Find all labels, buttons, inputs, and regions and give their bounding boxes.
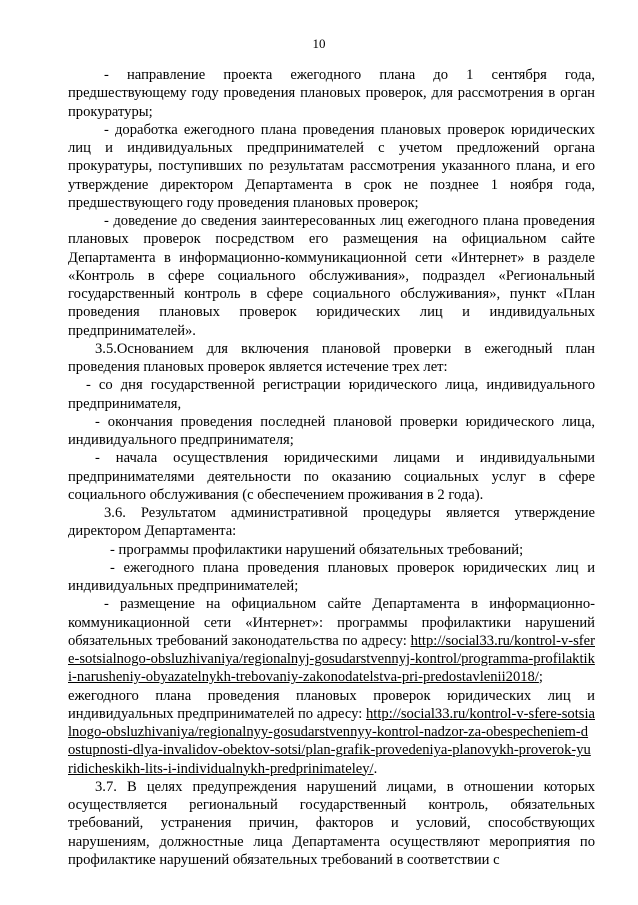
inspection-plan-link[interactable]: http://social33.ru/kontrol-v-sfere-sotsialnogo-obsluzhivaniya/regionalnyy-gosudarstvennyy-kontrol-nadzor-za-obespecheniem-dostupnosti-dlya-invalidov-obektov-sotsi/plan-grafik-provedeniya-planovykh-proverok-yuridicheskikh-lits-i-individualnykh-predprinimateley/ (68, 705, 595, 777)
prevention-program-link[interactable]: http://social33.ru/kontrol-v-sfere-sotsialnogo-obsluzhivaniya/regionalnyj-gosudarstvennyj-kontrol/programma-profilaktiki-narusheniy-obyazatelnykh-trebovaniy-zakonodatelstva-pri-predostavlenii2018/ (68, 632, 595, 686)
page-number: 10 (312, 36, 326, 51)
paragraph-plan-submission: - направление проекта ежегодного плана до 1 сентября года, предшествующему году проведения плановых проверок, для рассмотрения в орган прокуратуры; (68, 67, 595, 120)
publication-text-3: . (373, 760, 378, 777)
paragraph-prevention-program: - программы профилактики нарушений обязательных требований; (110, 541, 524, 558)
paragraph-website-publication (68, 595, 595, 778)
paragraph-section-3-7: 3.7. В целях предупреждения нарушений лицами, в отношении которых осуществляется региональный государственный контроль, обязательных требований, устранения причин, факторов и условий, способствующих нарушениям, должностные лица Департамента осуществляют мероприятия по профилактике нарушений обязательных требований в соответствии с (68, 778, 595, 868)
paragraph-section-3-5: 3.5.Основанием для включения плановой проверки в ежегодный план проведения плановых проверок является истечение трех лет: (68, 340, 595, 375)
publication-text-1: - размещение на официальном сайте Департамента в информационно-коммуникационной сети «Интернет»: программы профилактики нарушений обязательных требований законодательства по адресу: (68, 596, 595, 649)
paragraph-plan-revision: - доработка ежегодного плана проведения плановых проверок юридических лиц и индивидуальных предпринимателей с учетом предложений органа прокуратуры, поступивших по результатам рассмотрения указанного плана, и его утверждение директором Департамента в срок не позднее 1 ноября года, предшествующего году проведения плановых проверок; (68, 121, 595, 211)
paragraph-activity-start: - начала осуществления юридическими лицами и индивидуальными предпринимателями деятельности по оказанию социальных услуг в сфере социального обслуживания (с обеспечением проживания в 2 года). (68, 450, 595, 503)
paragraph-registration-date: - со дня государственной регистрации юридического лица, индивидуального предпринимателя, (68, 377, 595, 412)
paragraph-last-inspection: - окончания проведения последней плановой проверки юридического лица, индивидуального предпринимателя; (68, 413, 595, 448)
paragraph-annual-plan: - ежегодного плана проведения плановых проверок юридических лиц и индивидуальных предпринимателей; (68, 559, 595, 594)
paragraph-section-3-6: 3.6. Результатом административной процедуры является утверждение директором Департамента: (68, 505, 595, 540)
document-body (68, 66, 595, 869)
paragraph-plan-publication: - доведение до сведения заинтересованных лиц ежегодного плана проведения плановых проверок посредством его размещения на официальном сайте Департамента в информационно-коммуникационной сети «Интернет» в разделе «Контроль в сфере социального обслуживания», подраздел «Региональный государственный контроль в сфере социального обслуживания», пункт «План проведения плановых проверок юридических лиц и индивидуальных предпринимателей». (68, 213, 595, 339)
publication-text-2: ; ежегодного плана проведения плановых проверок юридических лиц и индивидуальных предпринимателей по адресу: (68, 669, 595, 722)
